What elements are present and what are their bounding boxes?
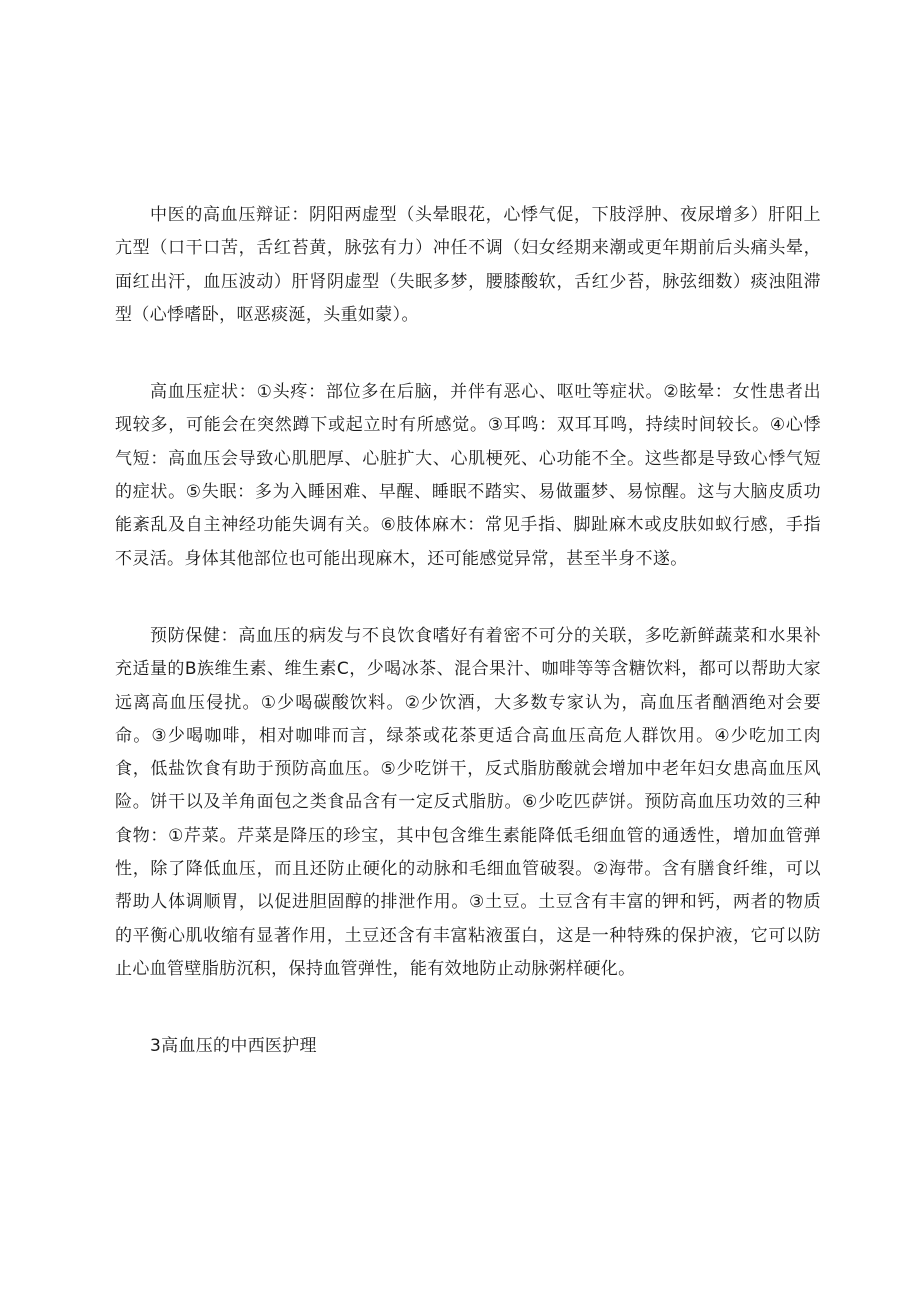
section-heading: 3高血压的中西医护理 <box>150 1036 317 1057</box>
paragraph-symptoms: 高血压症状：①头疼：部位多在后脑，并伴有恶心、呕吐等症状。②眩晕：女性患者出现较多，可能会在突然蹲下或起立时有所感觉。③耳鸣：双耳耳鸣，持续时间较长。④心悸气短：高血压会导致心肌肥厚、心脏扩大、心肌梗死、心功能不全。这些都是导致心悸气短的症状。⑤失眠：多为入睡困难、早醒、睡眠不踏实、易做噩梦、易惊醒。这与大脑皮质功能紊乱及自主神经功能失调有关。⑥肢体麻木：常见手指、脚趾麻木或皮肤如蚁行感，手指不灵活。身体其他部位也可能出现麻木，还可能感觉异常，甚至半身不遂。 <box>115 382 821 569</box>
document-body <box>115 199 821 1063</box>
paragraph-tcm-differentiation: 中医的高血压辩证：阴阳两虚型（头晕眼花，心悸气促，下肢浮肿、夜尿增多）肝阳上亢型（口干口苦，舌红苔黄，脉弦有力）冲任不调（妇女经期来潮或更年期前后头痛头晕，面红出汗，血压波动）肝肾阴虚型（失眠多梦，腰膝酸软，舌红少苔，脉弦细数）痰浊阻滞型（心悸嗜卧，呕恶痰涎，头重如蒙）。 <box>115 205 821 325</box>
paragraph-prevention: 预防保健：高血压的病发与不良饮食嗜好有着密不可分的关联，多吃新鲜蔬菜和水果补充适量的B族维生素、维生素C，少喝冰茶、混合果汁、咖啡等等含糖饮料，都可以帮助大家远离高血压侵扰。①少喝碳酸饮料。②少饮酒，大多数专家认为，高血压者酗酒绝对会要命。③少喝咖啡，相对咖啡而言，绿茶或花茶更适合高血压高危人群饮用。④少吃加工肉食，低盐饮食有助于预防高血压。⑤少吃饼干，反式脂肪酸就会增加中老年妇女患高血压风险。饼干以及羊角面包之类食品含有一定反式脂肪。⑥少吃匹萨饼。预防高血压功效的三种食物：①芹菜。芹菜是降压的珍宝，其中包含维生素能降低毛细血管的通透性，增加血管弹性，除了降低血压，而且还防止硬化的动脉和毛细血管破裂。②海带。含有膳食纤维，可以帮助人体调顺胃，以促进胆固醇的排泄作用。③土豆。土豆含有丰富的钾和钙，两者的物质的平衡心肌收缩有显著作用，土豆还含有丰富粘液蛋白，这是一种特殊的保护液，它可以防止心血管壁脂肪沉积，保持血管弹性，能有效地防止动脉粥样硬化。 <box>115 625 821 979</box>
